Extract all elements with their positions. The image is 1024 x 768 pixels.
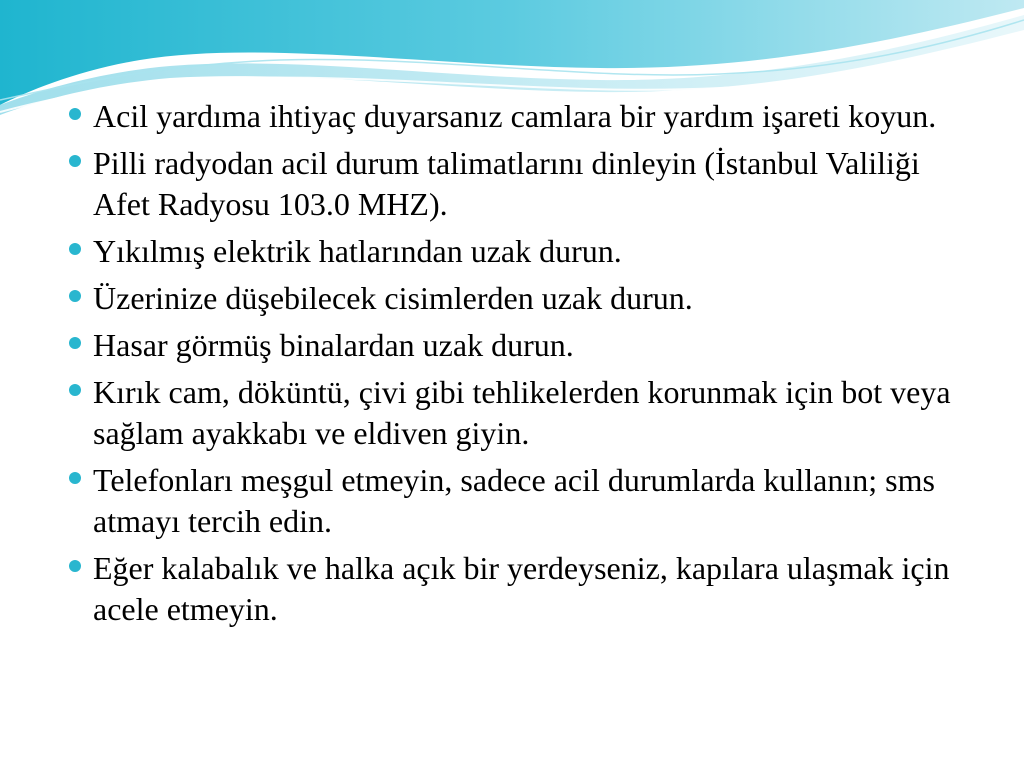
- bullet-item: [62, 278, 962, 319]
- bullet-text: Yıkılmış elektrik hatlarından uzak durun.: [93, 233, 622, 269]
- bullet-dot-icon: [69, 384, 81, 396]
- bullet-text: Eğer kalabalık ve halka açık bir yerdeyseniz, kapılara ulaşmak için acele etmeyin.: [93, 550, 950, 627]
- bullet-item: [62, 231, 962, 272]
- bullet-dot-icon: [69, 108, 81, 120]
- bullet-item: [62, 325, 962, 366]
- bullet-dot-icon: [69, 243, 81, 255]
- bullet-text: Telefonları meşgul etmeyin, sadece acil durumlarda kullanın; sms atmayı tercih edin.: [93, 462, 935, 539]
- content-area: [62, 96, 962, 636]
- bullet-dot-icon: [69, 560, 81, 572]
- bullet-item: [62, 96, 962, 137]
- bullet-item: [62, 372, 962, 454]
- bullet-item: [62, 548, 962, 630]
- bullet-dot-icon: [69, 337, 81, 349]
- bullet-text: Kırık cam, döküntü, çivi gibi tehlikelerden korunmak için bot veya sağlam ayakkabı ve eldiven giyin.: [93, 374, 951, 451]
- bullet-list: [62, 96, 962, 630]
- bullet-dot-icon: [69, 472, 81, 484]
- bullet-item: [62, 460, 962, 542]
- bullet-item: [62, 143, 962, 225]
- bullet-text: Pilli radyodan acil durum talimatlarını dinleyin (İstanbul Valiliği Afet Radyosu 103.0 MHZ).: [93, 145, 920, 222]
- bullet-dot-icon: [69, 155, 81, 167]
- bullet-text: Acil yardıma ihtiyaç duyarsanız camlara bir yardım işareti koyun.: [93, 98, 937, 134]
- bullet-text: Üzerinize düşebilecek cisimlerden uzak durun.: [93, 280, 693, 316]
- bullet-dot-icon: [69, 290, 81, 302]
- bullet-text: Hasar görmüş binalardan uzak durun.: [93, 327, 574, 363]
